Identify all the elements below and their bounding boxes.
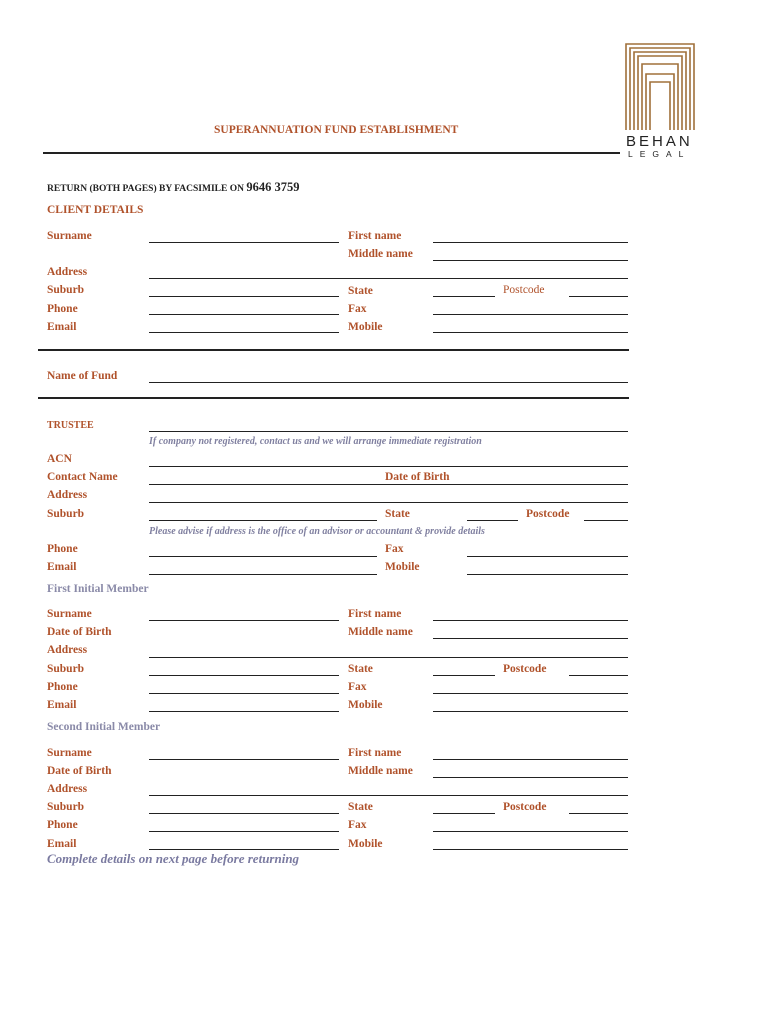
trustee-address-label: Address: [47, 489, 88, 501]
behan-legal-logo-icon: [624, 42, 696, 130]
member1-first-name-label: First name: [348, 608, 402, 620]
trustee-acn-label: ACN: [47, 453, 72, 465]
member2-first-name-label: First name: [348, 747, 402, 759]
client-state-field[interactable]: [433, 296, 495, 297]
trustee-state-field[interactable]: [467, 520, 518, 521]
trustee-mobile-label: Mobile: [385, 561, 420, 573]
member2-heading: Second Initial Member: [47, 721, 161, 733]
member1-phone-label: Phone: [47, 681, 78, 693]
client-phone-field[interactable]: [149, 314, 339, 315]
trustee-suburb-label: Suburb: [47, 508, 85, 520]
trustee-address-note: Please advise if address is the office of an advisor or accountant & provide details: [149, 526, 485, 537]
return-text: RETURN (BOTH PAGES) BY FACSIMILE ON: [47, 184, 244, 194]
client-mobile-field[interactable]: [433, 332, 628, 333]
logo-subtitle: LEGAL: [628, 149, 691, 159]
client-email-label: Email: [47, 321, 77, 333]
client-details-heading: CLIENT DETAILS: [47, 204, 144, 216]
client-surname-field[interactable]: [149, 242, 339, 243]
member2-postcode-field[interactable]: [569, 813, 628, 814]
trustee-postcode-field[interactable]: [584, 520, 628, 521]
trustee-email-field[interactable]: [149, 574, 377, 575]
member1-middle-name-field[interactable]: [433, 638, 628, 639]
client-middle-name-label: Middle name: [348, 248, 413, 260]
trustee-postcode-label: Postcode: [526, 508, 570, 520]
fund-name-field[interactable]: [149, 382, 628, 383]
member2-postcode-label: Postcode: [503, 801, 547, 813]
member1-first-name-field[interactable]: [433, 620, 628, 621]
member1-surname-label: Surname: [47, 608, 92, 620]
member1-address-field[interactable]: [149, 657, 628, 658]
client-phone-label: Phone: [47, 303, 78, 315]
client-first-name-label: First name: [348, 230, 402, 242]
client-postcode-field[interactable]: [569, 296, 628, 297]
trustee-fax-field[interactable]: [467, 556, 628, 557]
trustee-dob-label: Date of Birth: [385, 471, 450, 483]
member2-email-label: Email: [47, 838, 77, 850]
trustee-phone-field[interactable]: [149, 556, 377, 557]
member1-middle-name-label: Middle name: [348, 626, 413, 638]
client-state-label: State: [348, 285, 373, 297]
return-instruction: [47, 180, 299, 195]
trustee-phone-label: Phone: [47, 543, 78, 555]
client-email-field[interactable]: [149, 332, 339, 333]
logo-name: BEHAN: [626, 133, 693, 150]
trustee-name-field[interactable]: [149, 431, 628, 432]
trustee-acn-field[interactable]: [149, 466, 628, 467]
client-fax-field[interactable]: [433, 314, 628, 315]
form-title: SUPERANNUATION FUND ESTABLISHMENT: [214, 124, 459, 136]
member1-suburb-field[interactable]: [149, 675, 339, 676]
trustee-contact-name-label: Contact Name: [47, 471, 118, 483]
trustee-state-label: State: [385, 508, 410, 520]
member2-phone-label: Phone: [47, 819, 78, 831]
trustee-heading: TRUSTEE: [47, 420, 94, 431]
footer-instruction: Complete details on next page before returning: [47, 851, 300, 866]
member1-fax-label: Fax: [348, 681, 367, 693]
member2-surname-label: Surname: [47, 747, 92, 759]
member1-fax-field[interactable]: [433, 693, 628, 694]
trustee-address-field[interactable]: [149, 502, 628, 503]
member2-email-field[interactable]: [149, 849, 339, 850]
member1-postcode-label: Postcode: [503, 663, 547, 675]
member2-state-label: State: [348, 801, 373, 813]
client-address-label: Address: [47, 266, 88, 278]
member2-address-field[interactable]: [149, 795, 628, 796]
fund-section-rule: [38, 397, 629, 399]
client-first-name-field[interactable]: [433, 242, 628, 243]
member2-dob-label: Date of Birth: [47, 765, 112, 777]
member1-phone-field[interactable]: [149, 693, 339, 694]
fund-name-label: Name of Fund: [47, 370, 118, 382]
member1-state-field[interactable]: [433, 675, 495, 676]
member1-mobile-label: Mobile: [348, 699, 383, 711]
client-postcode-label: Postcode: [503, 284, 545, 296]
client-suburb-field[interactable]: [149, 296, 339, 297]
trustee-registration-note: If company not registered, contact us and we will arrange immediate registration: [149, 436, 482, 447]
fax-number: 9646 3759: [246, 180, 300, 194]
member2-mobile-label: Mobile: [348, 838, 383, 850]
member1-dob-label: Date of Birth: [47, 626, 112, 638]
member2-first-name-field[interactable]: [433, 759, 628, 760]
member2-suburb-label: Suburb: [47, 801, 85, 813]
client-mobile-label: Mobile: [348, 321, 383, 333]
member2-fax-label: Fax: [348, 819, 367, 831]
member2-fax-field[interactable]: [433, 831, 628, 832]
member2-middle-name-label: Middle name: [348, 765, 413, 777]
member1-postcode-field[interactable]: [569, 675, 628, 676]
trustee-contact-dob-field[interactable]: [149, 484, 628, 485]
title-rule: [43, 152, 620, 154]
client-surname-label: Surname: [47, 230, 92, 242]
client-suburb-label: Suburb: [47, 284, 85, 296]
member2-suburb-field[interactable]: [149, 813, 339, 814]
member1-suburb-label: Suburb: [47, 663, 85, 675]
client-middle-name-field[interactable]: [433, 260, 628, 261]
member2-state-field[interactable]: [433, 813, 495, 814]
client-section-rule: [38, 349, 629, 351]
member2-address-label: Address: [47, 783, 88, 795]
member1-state-label: State: [348, 663, 373, 675]
member1-email-label: Email: [47, 699, 77, 711]
member2-surname-field[interactable]: [149, 759, 339, 760]
trustee-suburb-field[interactable]: [149, 520, 377, 521]
member2-middle-name-field[interactable]: [433, 777, 628, 778]
member1-mobile-field[interactable]: [433, 711, 628, 712]
trustee-email-label: Email: [47, 561, 77, 573]
member1-address-label: Address: [47, 644, 88, 656]
member2-mobile-field[interactable]: [433, 849, 628, 850]
member1-surname-field[interactable]: [149, 620, 339, 621]
trustee-fax-label: Fax: [385, 543, 404, 555]
member1-heading: First Initial Member: [47, 583, 149, 595]
client-fax-label: Fax: [348, 303, 367, 315]
client-address-field[interactable]: [149, 278, 628, 279]
member2-phone-field[interactable]: [149, 831, 339, 832]
trustee-mobile-field[interactable]: [467, 574, 628, 575]
member1-email-field[interactable]: [149, 711, 339, 712]
